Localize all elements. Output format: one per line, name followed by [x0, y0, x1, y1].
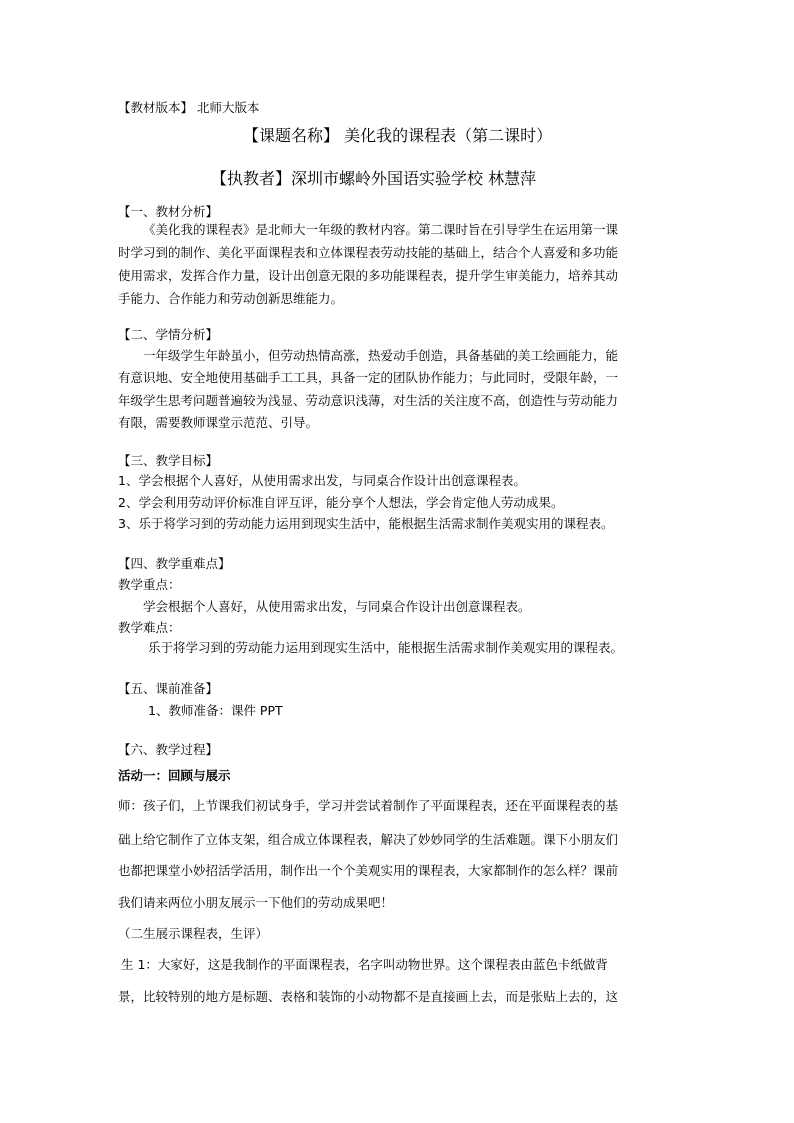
- section-6-heading: 【六、教学过程】: [118, 742, 219, 757]
- difficulty-text: 乐于将学习到的劳动能力运用到现实生活中，能根据生活需求制作美观实用的课程表。: [148, 640, 624, 655]
- section-5-heading: 【五、课前准备】: [118, 681, 219, 696]
- focus-text: 学会根据个人喜好，从使用需求出发，与同桌合作设计出创意课程表。: [143, 599, 531, 614]
- prep-item: 1、教师准备：课件 PPT: [148, 703, 283, 718]
- section-2-line-1: 一年级学生年龄虽小，但劳动热情高涨，热爱动手创造，具备基础的美工绘画能力，能: [143, 348, 619, 363]
- focus-label: 教学重点：: [118, 577, 181, 592]
- process-line-1: 师：孩子们，上节课我们初试身手，学习并尝试着制作了平面课程表，还在平面课程表的基: [118, 798, 619, 813]
- lesson-title: 【课题名称】 美化我的课程表（第二课时）: [243, 126, 553, 145]
- section-1-line-2: 时学习到的制作、美化平面课程表和立体课程表劳动技能的基础上，结合个人喜爱和多功能: [118, 245, 619, 260]
- section-2-heading: 【二、学情分析】: [118, 327, 219, 342]
- section-3-goal-3: 3、乐于将学习到的劳动能力运用到现实生活中，能根据生活需求制作美观实用的课程表。: [118, 516, 614, 531]
- section-3-goal-2: 2、学会利用劳动评价标准自评互评，能分享个人想法，学会肯定他人劳动成果。: [118, 495, 564, 510]
- section-3-heading: 【三、教学目标】: [118, 453, 219, 468]
- process-line-2: 础上给它制作了立体支架，组合成立体课程表，解决了妙妙同学的生活难题。课下小朋友们: [118, 832, 619, 847]
- section-1-line-3: 使用需求，发挥合作力量，设计出创意无限的多功能课程表，提升学生审美能力，培养其动: [118, 268, 619, 283]
- process-line-5: （二生展示课程表，生评）: [118, 926, 269, 941]
- difficulty-label: 教学难点：: [118, 620, 181, 635]
- section-1-line-4: 手能力、合作能力和劳动创新思维能力。: [118, 291, 344, 306]
- process-line-6: 生 1：大家好，这是我制作的平面课程表，名字叫动物世界。这个课程表由蓝色卡纸做背: [121, 957, 608, 972]
- process-line-4: 我们请来两位小朋友展示一下他们的劳动成果吧！: [118, 895, 394, 910]
- section-4-heading: 【四、教学重难点】: [118, 556, 231, 571]
- section-2-line-2: 有意识地、安全地使用基础手工工具，具备一定的团队协作能力；与此同时，受限年龄，一: [118, 370, 619, 385]
- section-3-goal-1: 1、学会根据个人喜好，从使用需求出发，与同桌合作设计出创意课程表。: [118, 473, 526, 488]
- section-2-line-3: 年级学生思考问题普遍较为浅显、劳动意识浅薄，对生活的关注度不高，创造性与劳动能力: [118, 393, 619, 408]
- process-line-3: 也都把课堂小妙招活学活用，制作出一个个美观实用的课程表，大家都制作的怎么样？课前: [118, 863, 619, 878]
- activity-title: 活动一：回顾与展示: [118, 768, 231, 783]
- section-2-line-4: 有限，需要教师课堂示范范、引导。: [118, 415, 319, 430]
- section-1-heading: 【一、教材分析】: [118, 204, 219, 219]
- section-1-line-1: 《美化我的课程表》是北师大一年级的教材内容。第二课时旨在引导学生在运用第一课: [143, 222, 619, 237]
- teacher-line: 【执教者】深圳市螺岭外国语实验学校 林慧萍: [211, 169, 537, 188]
- process-line-7: 景，比较特别的地方是标题、表格和装饰的小动物都不是直接画上去，而是张贴上去的，这: [118, 989, 619, 1004]
- edition-line: 【教材版本】 北师大版本: [118, 100, 260, 115]
